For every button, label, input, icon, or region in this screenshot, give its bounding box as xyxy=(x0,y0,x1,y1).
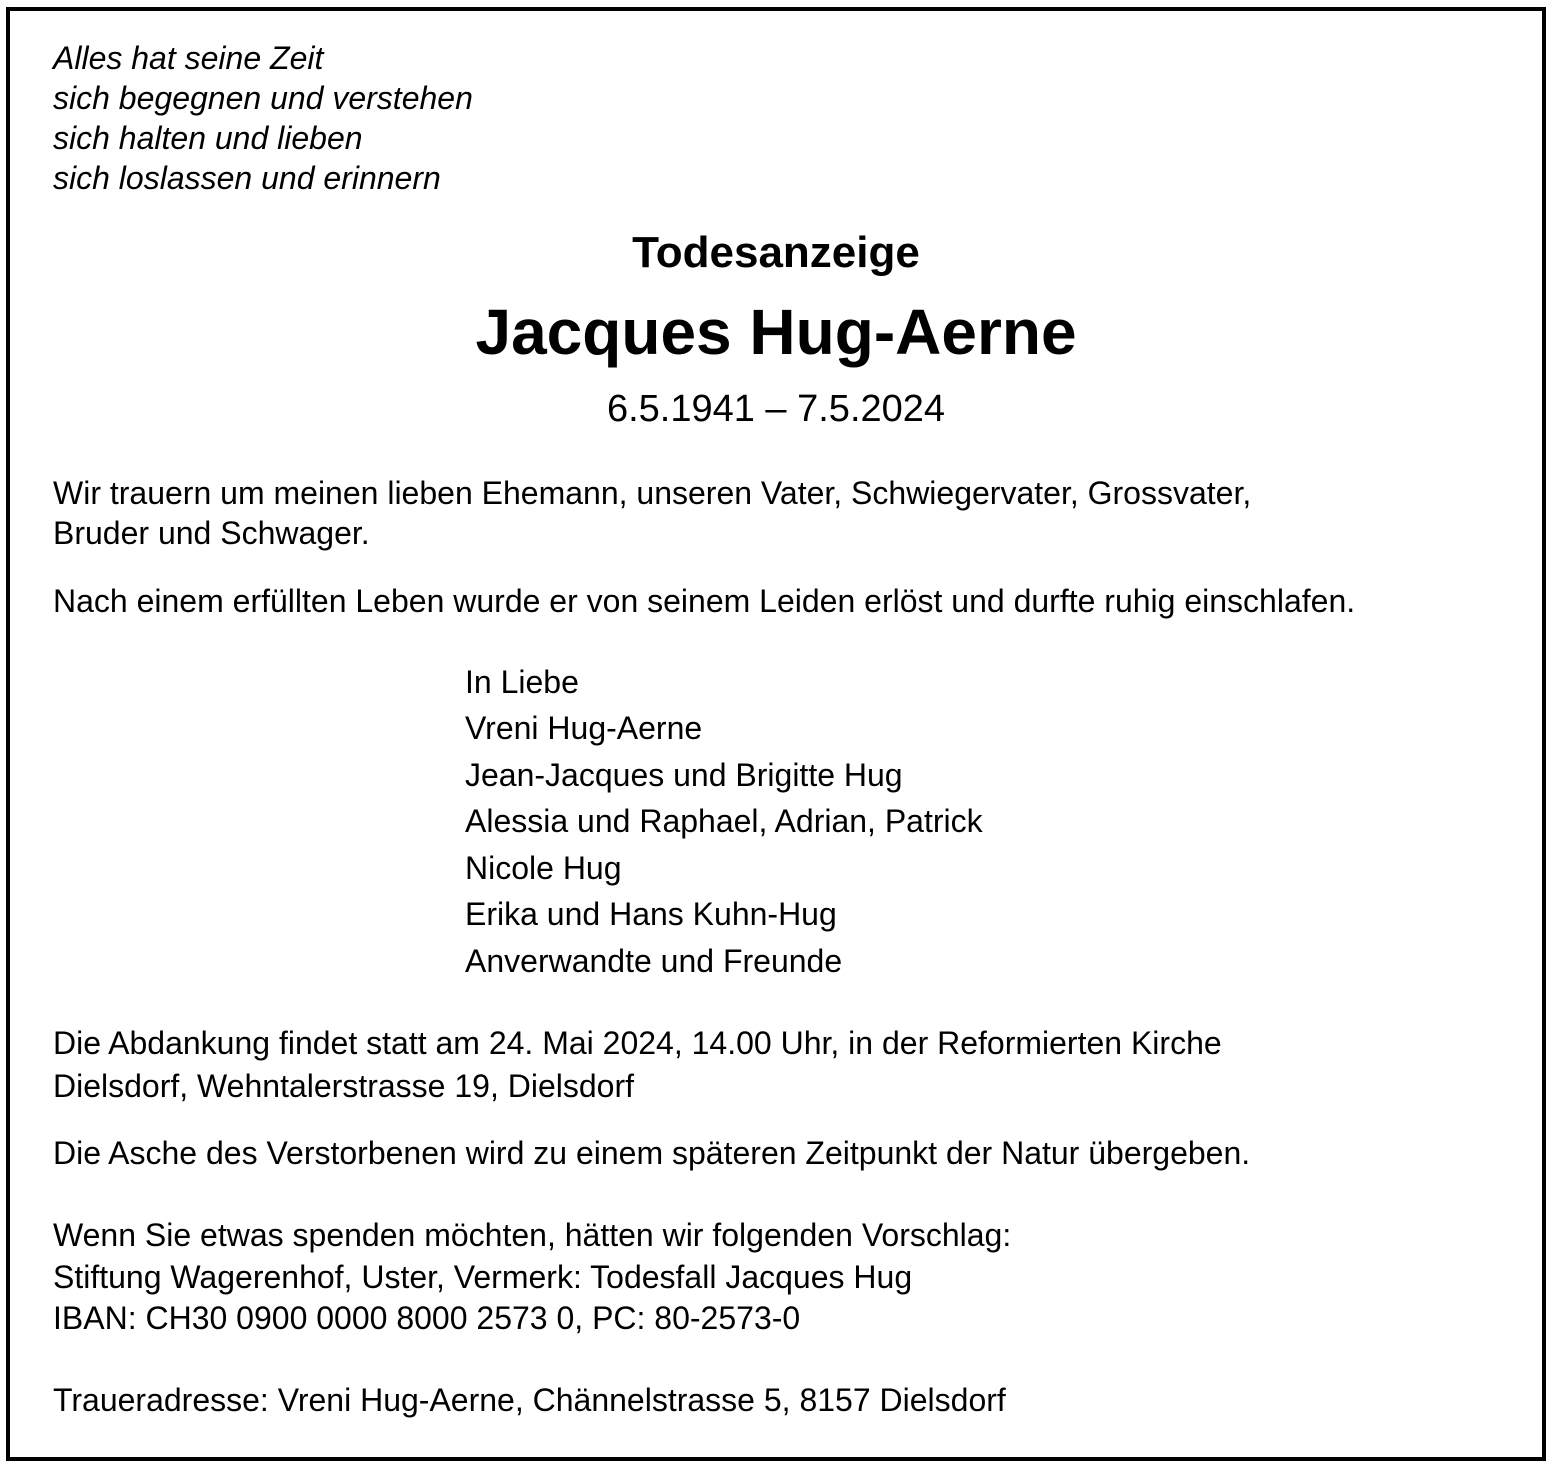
donation-text-line: Wenn Sie etwas spenden möchten, hätten wir folgenden Vorschlag: xyxy=(53,1217,1012,1253)
family-line: Nicole Hug xyxy=(465,850,622,886)
poem-line: sich halten und lieben xyxy=(53,120,363,156)
passing-text: Nach einem erfüllten Leben wurde er von seinem Leiden erlöst und durfte ruhig einschlafen. xyxy=(53,583,1356,619)
poem-line: sich begegnen und verstehen xyxy=(53,80,473,116)
family-line: Erika und Hans Kuhn-Hug xyxy=(465,896,837,932)
service-text-line: Die Abdankung findet statt am 24. Mai 2024, 14.00 Uhr, in der Reformierten Kirche xyxy=(53,1025,1222,1061)
family-line: Anverwandte und Freunde xyxy=(465,943,843,979)
donation-text-line: IBAN: CH30 0900 0000 8000 2573 0, PC: 80-2573-0 xyxy=(53,1300,801,1336)
mourning-address: Traueradresse: Vreni Hug-Aerne, Chännelstrasse 5, 8157 Dielsdorf xyxy=(53,1382,1006,1418)
family-line: Alessia und Raphael, Adrian, Patrick xyxy=(465,803,983,839)
life-dates: 6.5.1941 – 7.5.2024 xyxy=(606,388,946,430)
family-line: In Liebe xyxy=(465,664,579,700)
donation-text-line: Stiftung Wagerenhof, Uster, Vermerk: Todesfall Jacques Hug xyxy=(53,1259,913,1295)
service-text-line: Dielsdorf, Wehntalerstrasse 19, Dielsdorf xyxy=(53,1068,634,1104)
notice-heading: Todesanzeige xyxy=(632,228,920,277)
mourning-text-line: Bruder und Schwager. xyxy=(53,515,370,551)
ashes-text: Die Asche des Verstorbenen wird zu einem späteren Zeitpunkt der Natur übergeben. xyxy=(53,1135,1251,1171)
deceased-name: Jacques Hug-Aerne xyxy=(475,296,1077,368)
family-line: Jean-Jacques und Brigitte Hug xyxy=(465,757,903,793)
poem-line: Alles hat seine Zeit xyxy=(53,40,324,76)
family-line: Vreni Hug-Aerne xyxy=(465,710,703,746)
poem-line: sich loslassen und erinnern xyxy=(53,160,441,196)
mourning-text-line: Wir trauern um meinen lieben Ehemann, unseren Vater, Schwiegervater, Grossvater, xyxy=(53,475,1252,511)
